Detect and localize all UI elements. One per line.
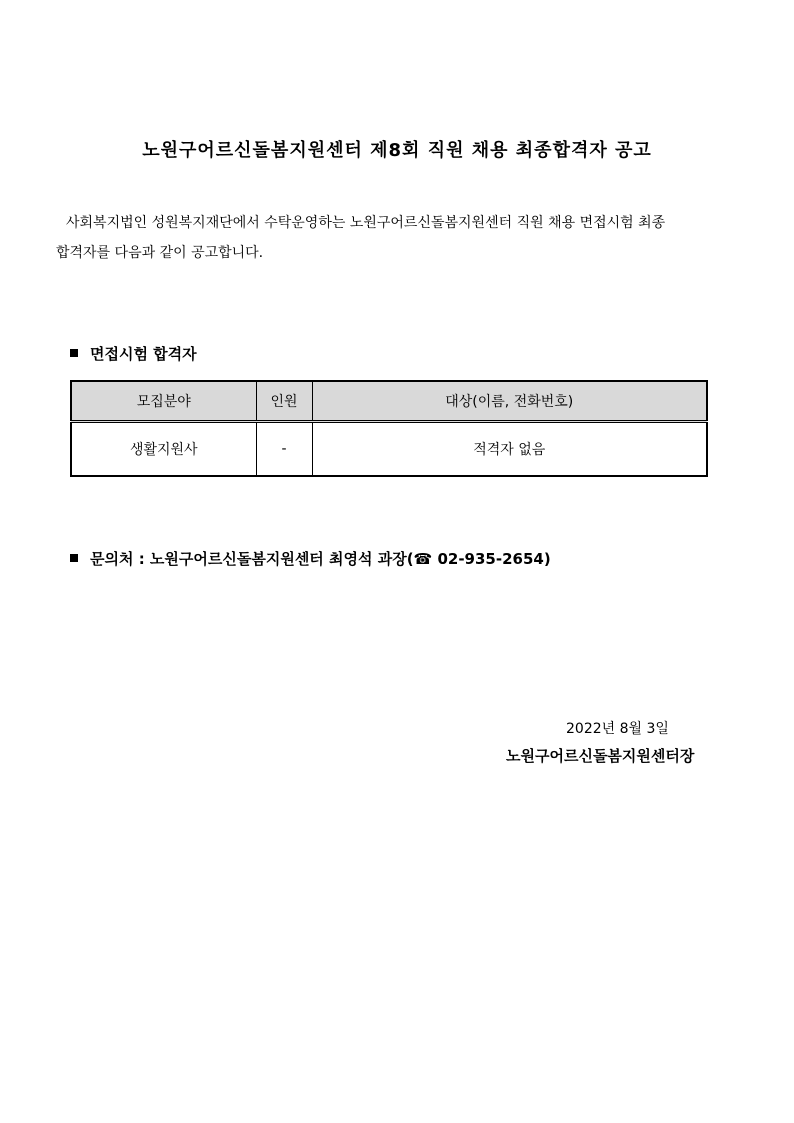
column-header-count: 인원 xyxy=(256,381,312,422)
intro-line-2: 합격자를 다음과 같이 공고합니다. xyxy=(56,245,264,261)
cell-field: 생활지원사 xyxy=(71,422,256,477)
square-bullet-icon xyxy=(70,554,78,562)
section-heading-label: 면접시험 합격자 xyxy=(90,345,197,363)
issuer-name: 노원구어르신돌봄지원센터장 xyxy=(506,747,695,765)
table-row xyxy=(71,422,707,477)
result-table xyxy=(70,380,708,477)
column-header-field: 모집분야 xyxy=(71,381,256,422)
cell-count: - xyxy=(256,422,312,477)
notice-date: 2022년 8월 3일 xyxy=(566,721,669,737)
cell-target: 적격자 없음 xyxy=(312,422,707,477)
table-header-row xyxy=(71,381,707,422)
contact-info xyxy=(70,548,551,569)
column-header-target: 대상(이름, 전화번호) xyxy=(312,381,707,422)
square-bullet-icon xyxy=(70,349,78,357)
intro-paragraph xyxy=(56,208,696,268)
intro-line-1: 사회복지법인 성원복지재단에서 수탁운영하는 노원구어르신돌봄지원센터 직원 채용 면접시험 최종 xyxy=(66,215,666,231)
contact-text: 문의처 : 노원구어르신돌봄지원센터 최영석 과장(☎ 02-935-2654) xyxy=(90,550,551,568)
document-title: 노원구어르신돌봄지원센터 제8회 직원 채용 최종합격자 공고 xyxy=(142,140,652,161)
section-heading xyxy=(70,343,197,364)
